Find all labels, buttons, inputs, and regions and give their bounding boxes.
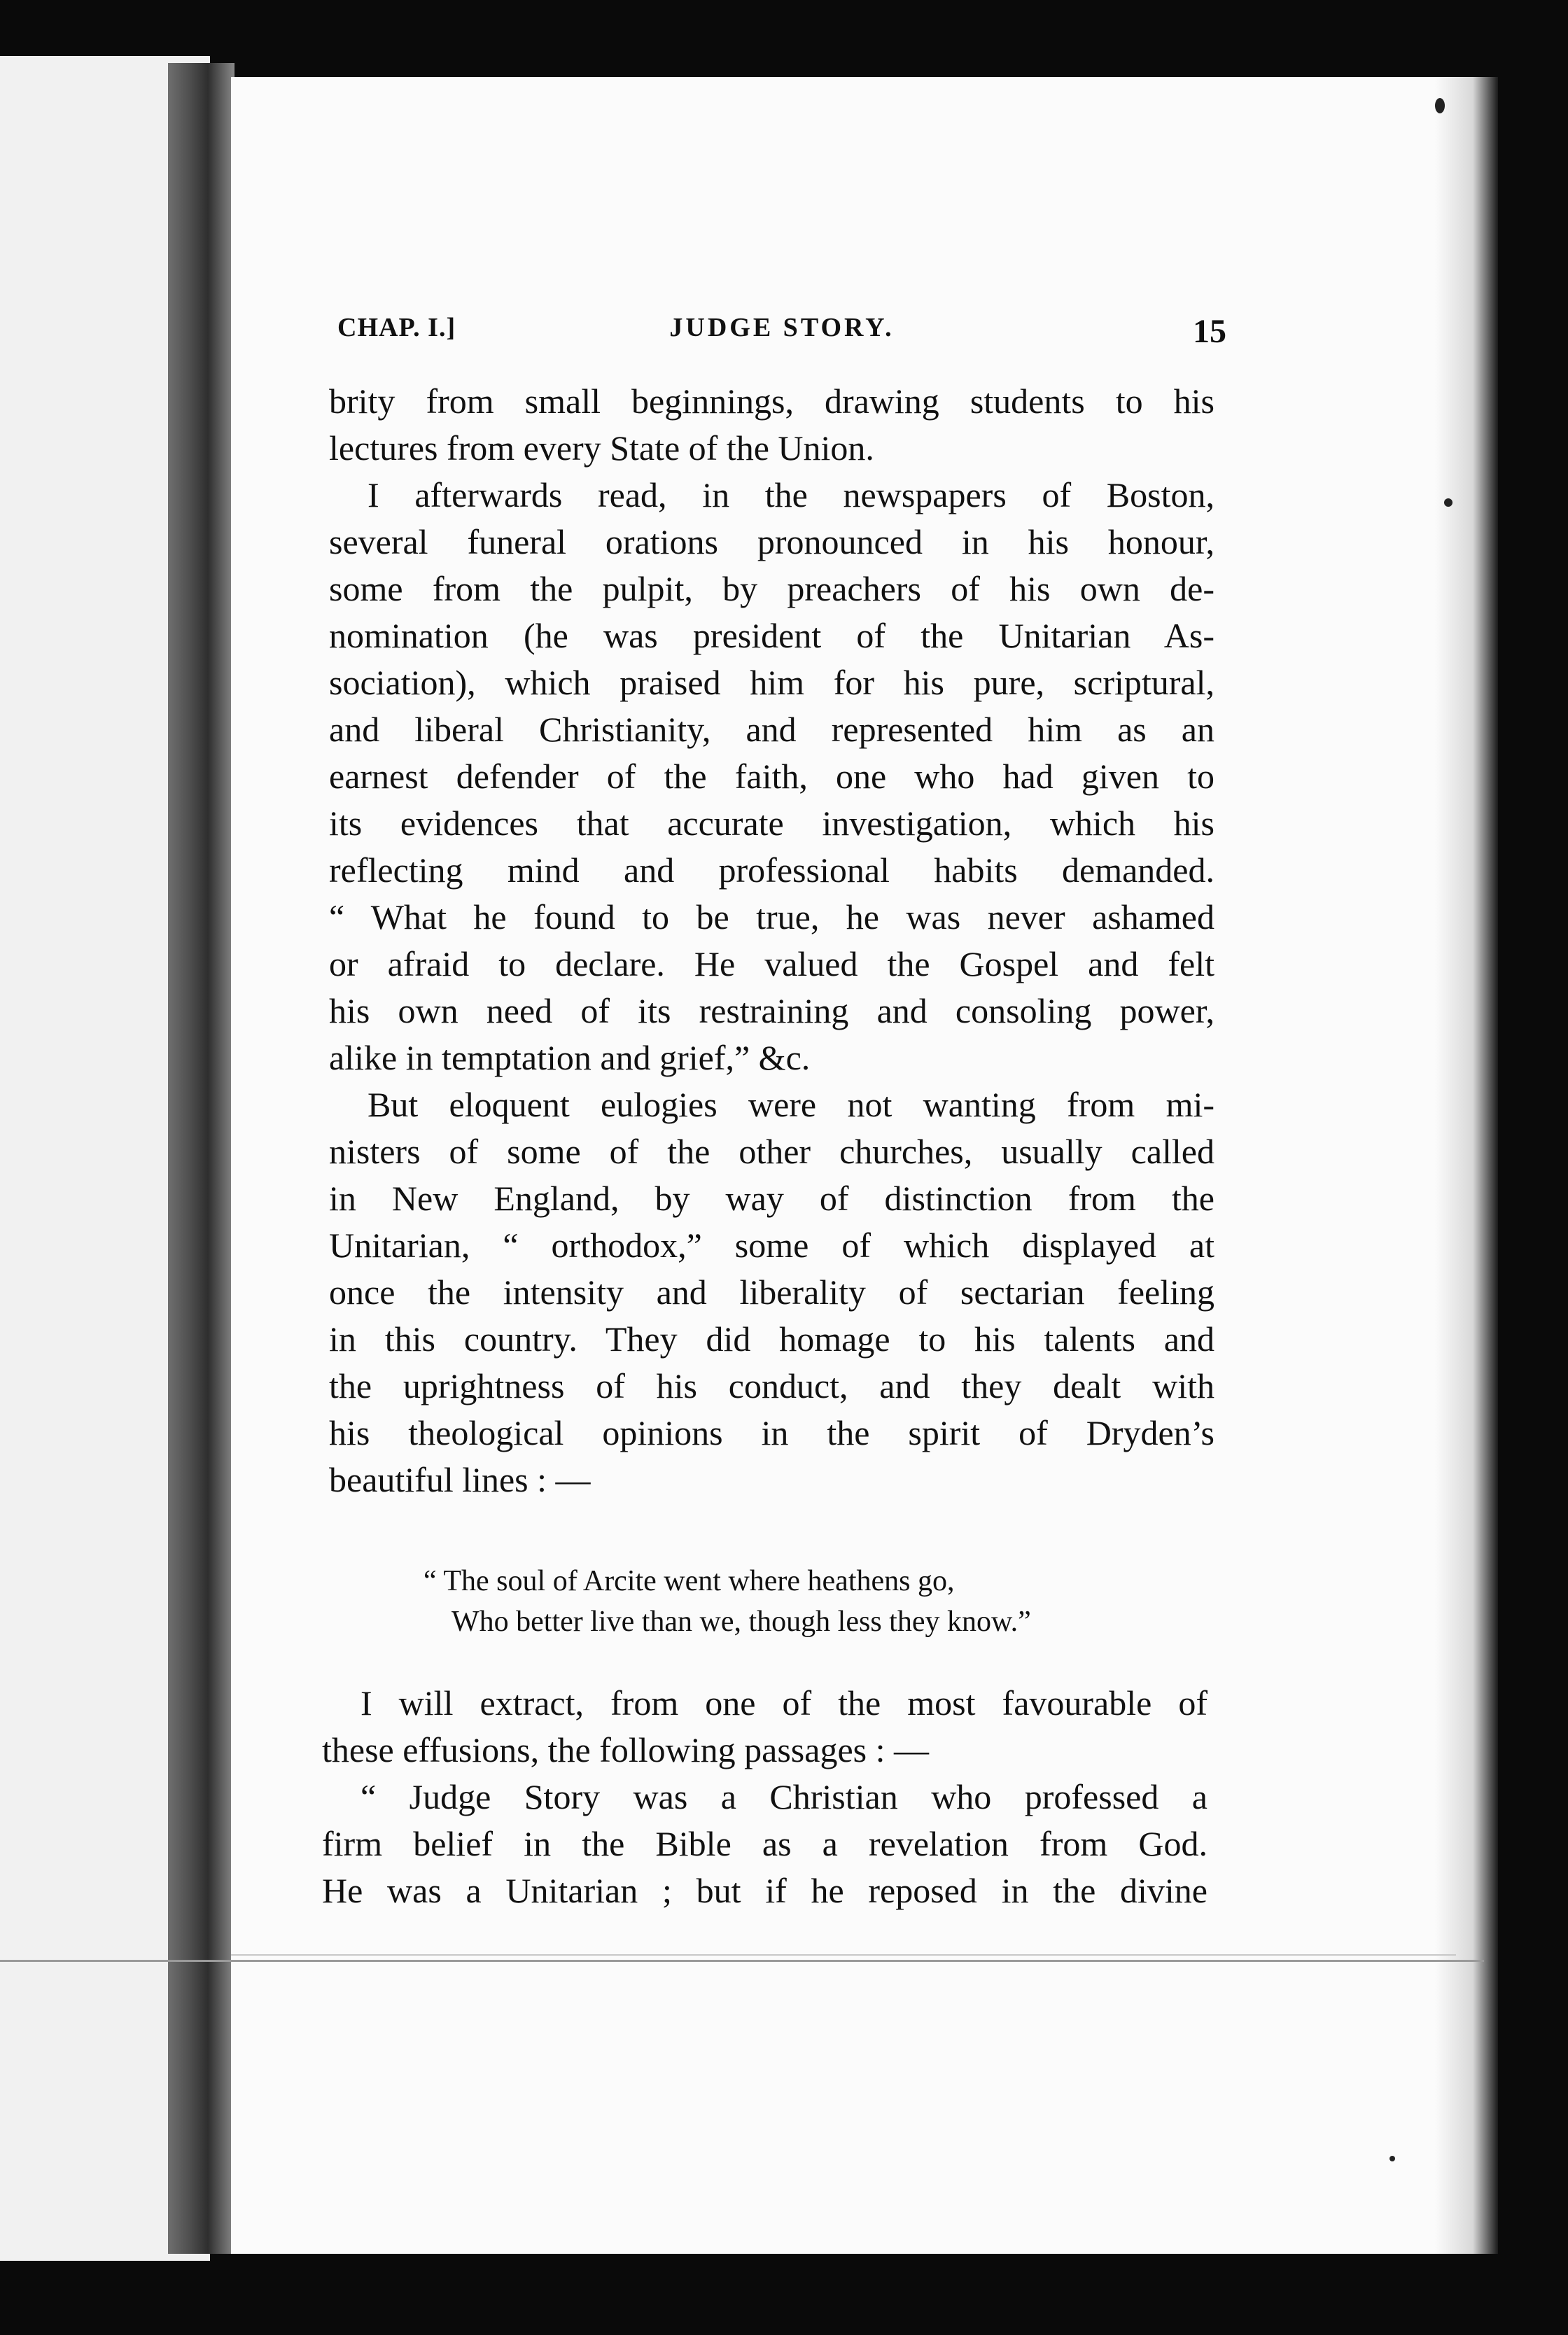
verse-line: “ The soul of Arcite went where heathens go, bbox=[424, 1565, 955, 1597]
text-line: and liberal Christianity, and represented him as an bbox=[329, 710, 1214, 749]
text-line: its evidences that accurate investigation, which his bbox=[329, 804, 1214, 843]
text-line: several funeral orations pronounced in his honour, bbox=[329, 522, 1214, 561]
scan-speck bbox=[1435, 98, 1445, 113]
text-line: or afraid to declare. He valued the Gospel and felt bbox=[329, 944, 1214, 983]
text-line: beautiful lines : — bbox=[329, 1460, 591, 1499]
running-head bbox=[337, 312, 1226, 361]
text-line: his theological opinions in the spirit of Dryden’s bbox=[329, 1413, 1214, 1452]
scan-crease-line bbox=[0, 1960, 1484, 1962]
text-line: his own need of its restraining and consoling power, bbox=[329, 991, 1214, 1030]
text-line: once the intensity and liberality of sectarian feeling bbox=[329, 1272, 1214, 1312]
text-line: alike in temptation and grief,” &c. bbox=[329, 1038, 811, 1077]
body-text-continued bbox=[322, 1680, 1208, 1914]
text-line: “ Judge Story was a Christian who professed a bbox=[360, 1777, 1208, 1816]
book-gutter bbox=[168, 63, 234, 2254]
text-line: in this country. They did homage to his talents and bbox=[329, 1319, 1214, 1359]
text-line: the uprightness of his conduct, and they dealt with bbox=[329, 1366, 1214, 1405]
text-line: “ What he found to be true, he was never ashamed bbox=[329, 897, 1214, 937]
text-line: these effusions, the following passages : — bbox=[322, 1730, 929, 1769]
verse-line: Who better live than we, though less they know.” bbox=[451, 1606, 1031, 1638]
scan-crease-line bbox=[231, 1954, 1456, 1956]
text-line: I will extract, from one of the most favourable of bbox=[360, 1683, 1208, 1723]
text-line: earnest defender of the faith, one who had given to bbox=[329, 757, 1214, 796]
text-line: reflecting mind and professional habits demanded. bbox=[329, 850, 1214, 890]
text-line: brity from small beginnings, drawing students to his bbox=[329, 381, 1214, 421]
page-edge-shadow bbox=[1435, 77, 1498, 2254]
chapter-label: CHAP. I.] bbox=[337, 313, 456, 342]
scan-speck bbox=[1444, 498, 1452, 507]
scan-speck bbox=[1390, 2156, 1395, 2161]
text-line: He was a Unitarian ; but if he reposed in the divine bbox=[322, 1871, 1208, 1910]
text-line: nomination (he was president of the Unitarian As- bbox=[329, 616, 1214, 655]
text-line: Unitarian, “ orthodox,” some of which displayed at bbox=[329, 1226, 1214, 1265]
text-line: I afterwards read, in the newspapers of Boston, bbox=[368, 475, 1214, 514]
body-text bbox=[329, 378, 1214, 1503]
text-line: firm belief in the Bible as a revelation from God. bbox=[322, 1824, 1208, 1863]
text-line: nisters of some of the other churches, usually called bbox=[329, 1132, 1214, 1171]
text-line: in New England, by way of distinction from the bbox=[329, 1179, 1214, 1218]
verse-quotation bbox=[424, 1561, 1208, 1642]
text-line: But eloquent eulogies were not wanting from mi- bbox=[368, 1085, 1214, 1124]
text-line: lectures from every State of the Union. bbox=[329, 428, 874, 468]
page-number: 15 bbox=[1193, 313, 1226, 350]
text-line: sociation), which praised him for his pure, scriptural, bbox=[329, 663, 1214, 702]
running-title: JUDGE STORY. bbox=[669, 313, 895, 342]
text-line: some from the pulpit, by preachers of his own de- bbox=[329, 569, 1214, 608]
